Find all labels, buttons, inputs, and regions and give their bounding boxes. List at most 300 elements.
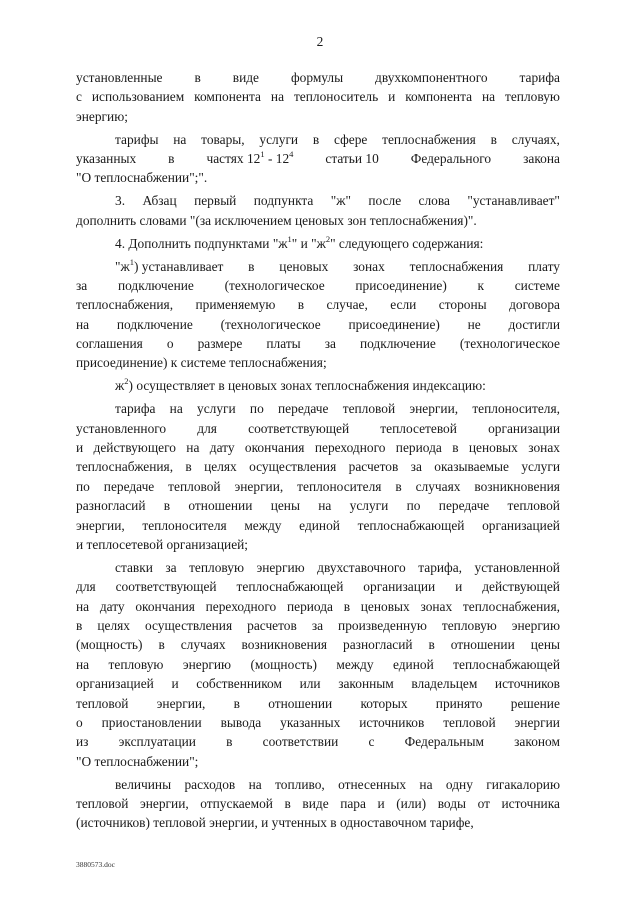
word: энергии (514, 715, 560, 730)
word: собственником (196, 676, 282, 692)
text-run (369, 732, 375, 751)
word: (источников) тепловой энергии, и учтенных в одноставочном тарифе, (76, 815, 474, 831)
word: осуществления (144, 618, 233, 634)
word: "ж (115, 258, 130, 274)
word: присоединение) (355, 277, 447, 293)
word: по (249, 401, 264, 417)
word: присоединение) к системе теплоснабжения; (76, 355, 327, 371)
word: компонента (194, 89, 261, 105)
word: источников (494, 676, 560, 692)
word: с (368, 734, 375, 750)
word: разногласий (76, 498, 146, 514)
word: и (388, 89, 396, 105)
paragraph (76, 257, 560, 373)
word: отношении (268, 695, 333, 711)
word: за (410, 459, 422, 475)
word: тепловую (189, 559, 244, 575)
word: тепловой (76, 695, 129, 711)
text-run (225, 276, 325, 295)
word: цены (530, 637, 560, 653)
word: теплосетевой (380, 420, 457, 436)
word: теплоноситель (293, 89, 379, 105)
word: которых (360, 695, 408, 711)
word: тарифа (519, 70, 560, 85)
word: теплоснабжения (382, 131, 476, 147)
word: о (76, 715, 83, 730)
word: целях (204, 459, 237, 475)
word: топливо, (275, 776, 325, 792)
word: теплоснабжающей (357, 517, 465, 533)
word: виде (232, 70, 259, 85)
superscript: 2 (325, 233, 331, 244)
text-run (411, 149, 491, 168)
word: по (76, 478, 90, 494)
word: на (76, 656, 90, 672)
word: энергии, (139, 796, 189, 812)
word: единой (299, 517, 340, 533)
word: двухставочного (317, 559, 406, 575)
text-run (194, 68, 200, 87)
word: переходного (205, 598, 277, 614)
word: дату (99, 598, 125, 614)
word: зонах (528, 440, 560, 456)
word: Федерального (410, 151, 492, 167)
word: услуги (259, 131, 299, 147)
word: подпункта (253, 193, 314, 209)
word: энергию (256, 559, 305, 575)
word: подключение (117, 277, 194, 293)
text-run (226, 732, 232, 751)
word: на (76, 598, 90, 614)
word: ценовых (468, 440, 518, 456)
word: энергии, (156, 695, 206, 711)
text-run (76, 211, 477, 230)
word: теплоснабжения, (76, 459, 174, 475)
text-run (115, 234, 483, 253)
word: дополнить словами "(за исключением ценовых зон теплоснабжения)". (76, 212, 477, 228)
word: теплоносителя (142, 517, 227, 533)
text-run (76, 353, 327, 372)
text-run (76, 535, 248, 554)
word: цены (270, 498, 300, 514)
word: (мощность) (76, 637, 143, 653)
word: тепловой (342, 401, 396, 417)
word: "устанавливает" (467, 193, 560, 209)
text-run (157, 694, 206, 713)
text-run (76, 149, 136, 168)
paragraph (76, 130, 560, 188)
word: в (168, 151, 175, 167)
word: тепловой (76, 796, 129, 812)
word: тепловой (443, 715, 496, 730)
word: соответствии (262, 734, 339, 750)
word: теплоснабжения (409, 258, 504, 274)
word: организации (363, 579, 436, 595)
word: передаче (278, 401, 329, 417)
word: единой (392, 656, 434, 672)
word: виде (302, 796, 329, 812)
superscript: 1 (287, 233, 292, 244)
word: для (76, 579, 96, 595)
word: тепловой (168, 478, 221, 494)
document-body (76, 68, 560, 836)
word: указанных (76, 151, 137, 167)
word: стороны (438, 297, 487, 313)
text-run (266, 334, 300, 353)
word: и теплосетевой организацией; (76, 536, 249, 552)
word: зонах (353, 258, 385, 274)
word: слова (418, 193, 450, 209)
word: организацией (76, 676, 154, 692)
text-run (460, 334, 560, 353)
word: одну (445, 776, 473, 792)
superscript: 1 (260, 149, 265, 160)
word: товары, (201, 131, 245, 147)
word: установленные (76, 70, 163, 85)
word: за (165, 559, 177, 575)
word: и (171, 676, 179, 692)
text-run (76, 68, 163, 87)
file-name-footer: 3880573.doc (76, 860, 115, 869)
text-run (76, 694, 128, 713)
word: о (166, 336, 174, 352)
word: тарифа (115, 401, 156, 417)
word: в (76, 618, 83, 634)
text-run (197, 419, 217, 438)
word: эксплуатации (118, 734, 196, 750)
word: услуги (349, 498, 389, 514)
word: возникновения (241, 637, 328, 653)
word: (технологическое (224, 277, 325, 293)
word: отпускаемой (200, 796, 273, 812)
text-run (380, 419, 457, 438)
word: "О теплоснабжении"; (76, 753, 199, 769)
word: расчетов (247, 618, 297, 634)
word: применяемую (195, 297, 276, 313)
paragraph (76, 399, 560, 554)
word: формулы (290, 70, 344, 85)
word: платы (266, 336, 301, 352)
text-run (268, 694, 332, 713)
word: использованием (91, 89, 185, 105)
word: достигли (508, 316, 560, 332)
word: договора (509, 297, 560, 313)
word: оказываемые (434, 459, 509, 475)
word: на (186, 440, 200, 456)
word: энергии, (76, 517, 125, 533)
text-run (325, 334, 336, 353)
paragraph (76, 234, 560, 253)
word: передаче (438, 498, 490, 514)
paragraph (76, 191, 560, 230)
word: разногласий (343, 637, 413, 653)
word: на (248, 776, 262, 792)
word: случаях (415, 478, 461, 494)
superscript: 2 (124, 376, 129, 387)
word: тарифы (115, 131, 159, 147)
text-run (234, 694, 240, 713)
word: действующей (482, 579, 560, 595)
word: ) устанавливает (133, 258, 224, 274)
word: на (419, 776, 433, 792)
word: (мощность) (250, 656, 317, 672)
text-run (76, 276, 87, 295)
word: ценовых (279, 258, 329, 274)
word: закона (523, 151, 560, 167)
text-run (221, 315, 321, 334)
word: на (318, 498, 332, 514)
word: из (76, 734, 89, 750)
word: целях (97, 618, 130, 634)
word: в (226, 734, 233, 750)
word: после (368, 193, 402, 209)
text-run (528, 257, 560, 276)
word: окончания (244, 440, 305, 456)
text-run (233, 68, 259, 87)
paragraph (76, 68, 560, 126)
word: энергии, (234, 478, 284, 494)
word: ставки (115, 559, 153, 575)
word: отношении (450, 637, 515, 653)
text-run (520, 68, 560, 87)
word: энергию (511, 618, 560, 634)
word: если (390, 297, 417, 313)
word: осуществления (249, 459, 337, 475)
text-run (509, 315, 560, 334)
text-run (76, 168, 207, 187)
text-run (76, 732, 88, 751)
word: теплоносителя (297, 478, 382, 494)
word: источника (501, 796, 560, 812)
text-run (405, 732, 484, 751)
word: отношении (188, 498, 253, 514)
text-run (279, 257, 328, 276)
word: на (481, 89, 496, 105)
paragraph (76, 775, 560, 833)
word: не (467, 316, 481, 332)
word: Абзац (142, 193, 177, 209)
text-run (488, 419, 560, 438)
word: размере (197, 336, 243, 352)
text-run (118, 276, 194, 295)
text-run (168, 149, 174, 168)
text-run (119, 732, 196, 751)
word: случаях, (511, 131, 560, 147)
superscript: 4 (289, 149, 294, 160)
word: величины (115, 776, 172, 792)
word: принято (435, 695, 483, 711)
word: в (194, 70, 201, 85)
word: энергии, (409, 401, 459, 417)
text-run (353, 257, 385, 276)
word: от (477, 796, 490, 812)
word: с (76, 89, 82, 105)
word: подключение (116, 316, 193, 332)
word: расходов (184, 776, 236, 792)
word: возникновения (474, 478, 560, 494)
word: (технологическое (220, 316, 321, 332)
text-run (248, 419, 349, 438)
word: окончания (135, 598, 195, 614)
word: Федеральным (404, 734, 484, 750)
word: сфере (333, 131, 368, 147)
word: в (395, 478, 402, 494)
word: на (76, 316, 90, 332)
word: статьи 10 (325, 151, 379, 167)
word: периода (286, 598, 333, 614)
text-run (355, 276, 446, 295)
word: - 12 (264, 151, 290, 167)
word: случае, (326, 297, 368, 313)
text-run (523, 149, 560, 168)
superscript: 1 (129, 256, 134, 267)
word: тепловой (507, 498, 560, 514)
word: ж (115, 378, 125, 394)
word: компонента (405, 89, 473, 105)
word: произведенную (338, 618, 427, 634)
word: "О теплоснабжении";". (76, 170, 208, 186)
word: на (173, 131, 187, 147)
word: в (490, 131, 497, 147)
text-run (291, 68, 343, 87)
word: "ж" (330, 193, 351, 209)
word: теплоносителя, (472, 401, 560, 417)
text-run (325, 149, 378, 168)
paragraph (76, 376, 560, 395)
word: приостановлении (101, 715, 202, 730)
word: расчетов (348, 459, 399, 475)
word: указанных (280, 715, 341, 730)
word: двухкомпонентного (375, 70, 488, 85)
word: тепловую (108, 656, 164, 672)
word: вывода (220, 715, 262, 730)
word: в (233, 695, 240, 711)
word: в (284, 796, 291, 812)
word: в (297, 297, 305, 313)
word: соглашения (76, 336, 143, 352)
text-run (167, 334, 174, 353)
word: отнесенных (338, 776, 407, 792)
word: в (248, 258, 255, 274)
word: организацией (482, 517, 560, 533)
word: пара (340, 796, 366, 812)
word: тепловую (505, 89, 560, 105)
word: за (324, 336, 336, 352)
word: тепловую (441, 618, 497, 634)
word: теплоснабжающей (453, 656, 560, 672)
text-run (348, 315, 439, 334)
word: энергию (182, 656, 232, 672)
word: на (169, 401, 183, 417)
word: за (311, 618, 324, 634)
word: (или) (396, 796, 427, 812)
text-run (76, 107, 128, 126)
word: или (299, 676, 321, 692)
word: энергию; (76, 108, 128, 124)
text-run (76, 752, 198, 771)
text-run (76, 813, 474, 832)
text-run (514, 732, 560, 751)
word: и (377, 796, 385, 812)
word: для (197, 420, 217, 436)
text-run (515, 276, 560, 295)
word: и (455, 579, 463, 595)
word: тарифа, (418, 559, 463, 575)
word: в (343, 598, 351, 614)
text-run (511, 694, 560, 713)
word: между (336, 656, 374, 672)
text-run (115, 376, 486, 395)
word: периода (395, 440, 442, 456)
text-run (76, 315, 89, 334)
paragraph (76, 558, 560, 771)
text-run (436, 694, 483, 713)
word: на (270, 89, 285, 105)
word: в (428, 637, 435, 653)
word: законным (338, 676, 394, 692)
word: источников (359, 715, 425, 730)
word: (технологическое (459, 336, 560, 352)
word: решение (510, 695, 560, 711)
word: " следующего содержания: (330, 235, 484, 251)
word: законом (514, 734, 560, 750)
text-run (117, 315, 193, 334)
word: и (76, 440, 84, 456)
word: частях 12 (206, 151, 261, 167)
word: дату (209, 440, 235, 456)
word: теплоснабжения, (76, 297, 174, 313)
word: воды (437, 796, 467, 812)
word: в (158, 637, 165, 653)
word: теплоснабжения, (462, 598, 560, 614)
word: " и "ж (291, 235, 326, 251)
word: в (452, 440, 459, 456)
page-number: 2 (316, 34, 324, 49)
text-run (198, 334, 243, 353)
word: соответствующей (248, 420, 350, 436)
word: в (163, 498, 171, 514)
word: передаче (103, 478, 155, 494)
word: установленного (76, 420, 167, 436)
word: зонах (420, 598, 453, 614)
word: ценовых (360, 598, 410, 614)
word: по (406, 498, 421, 514)
text-run (206, 149, 293, 168)
text-run (248, 257, 254, 276)
word: гигакалорию (486, 776, 560, 792)
text-run (410, 257, 504, 276)
word: присоединение) (348, 316, 440, 332)
word: подключение (359, 336, 436, 352)
word: плату (528, 258, 560, 274)
word: к (477, 277, 484, 293)
word: 3. (115, 193, 126, 209)
text-run (375, 68, 488, 87)
word: организации (488, 420, 560, 436)
word: в (312, 131, 320, 147)
text-run (76, 419, 166, 438)
text-run (468, 315, 481, 334)
word: соответствующей (115, 579, 217, 595)
word: услуги (197, 401, 236, 417)
word: между (244, 517, 282, 533)
text-run (360, 334, 436, 353)
word: переходного (314, 440, 386, 456)
word: системе (514, 277, 560, 293)
word: действующего (93, 440, 176, 456)
word: ) осуществляет в ценовых зонах теплоснабжения индексацию: (128, 378, 486, 394)
text-run (263, 732, 339, 751)
